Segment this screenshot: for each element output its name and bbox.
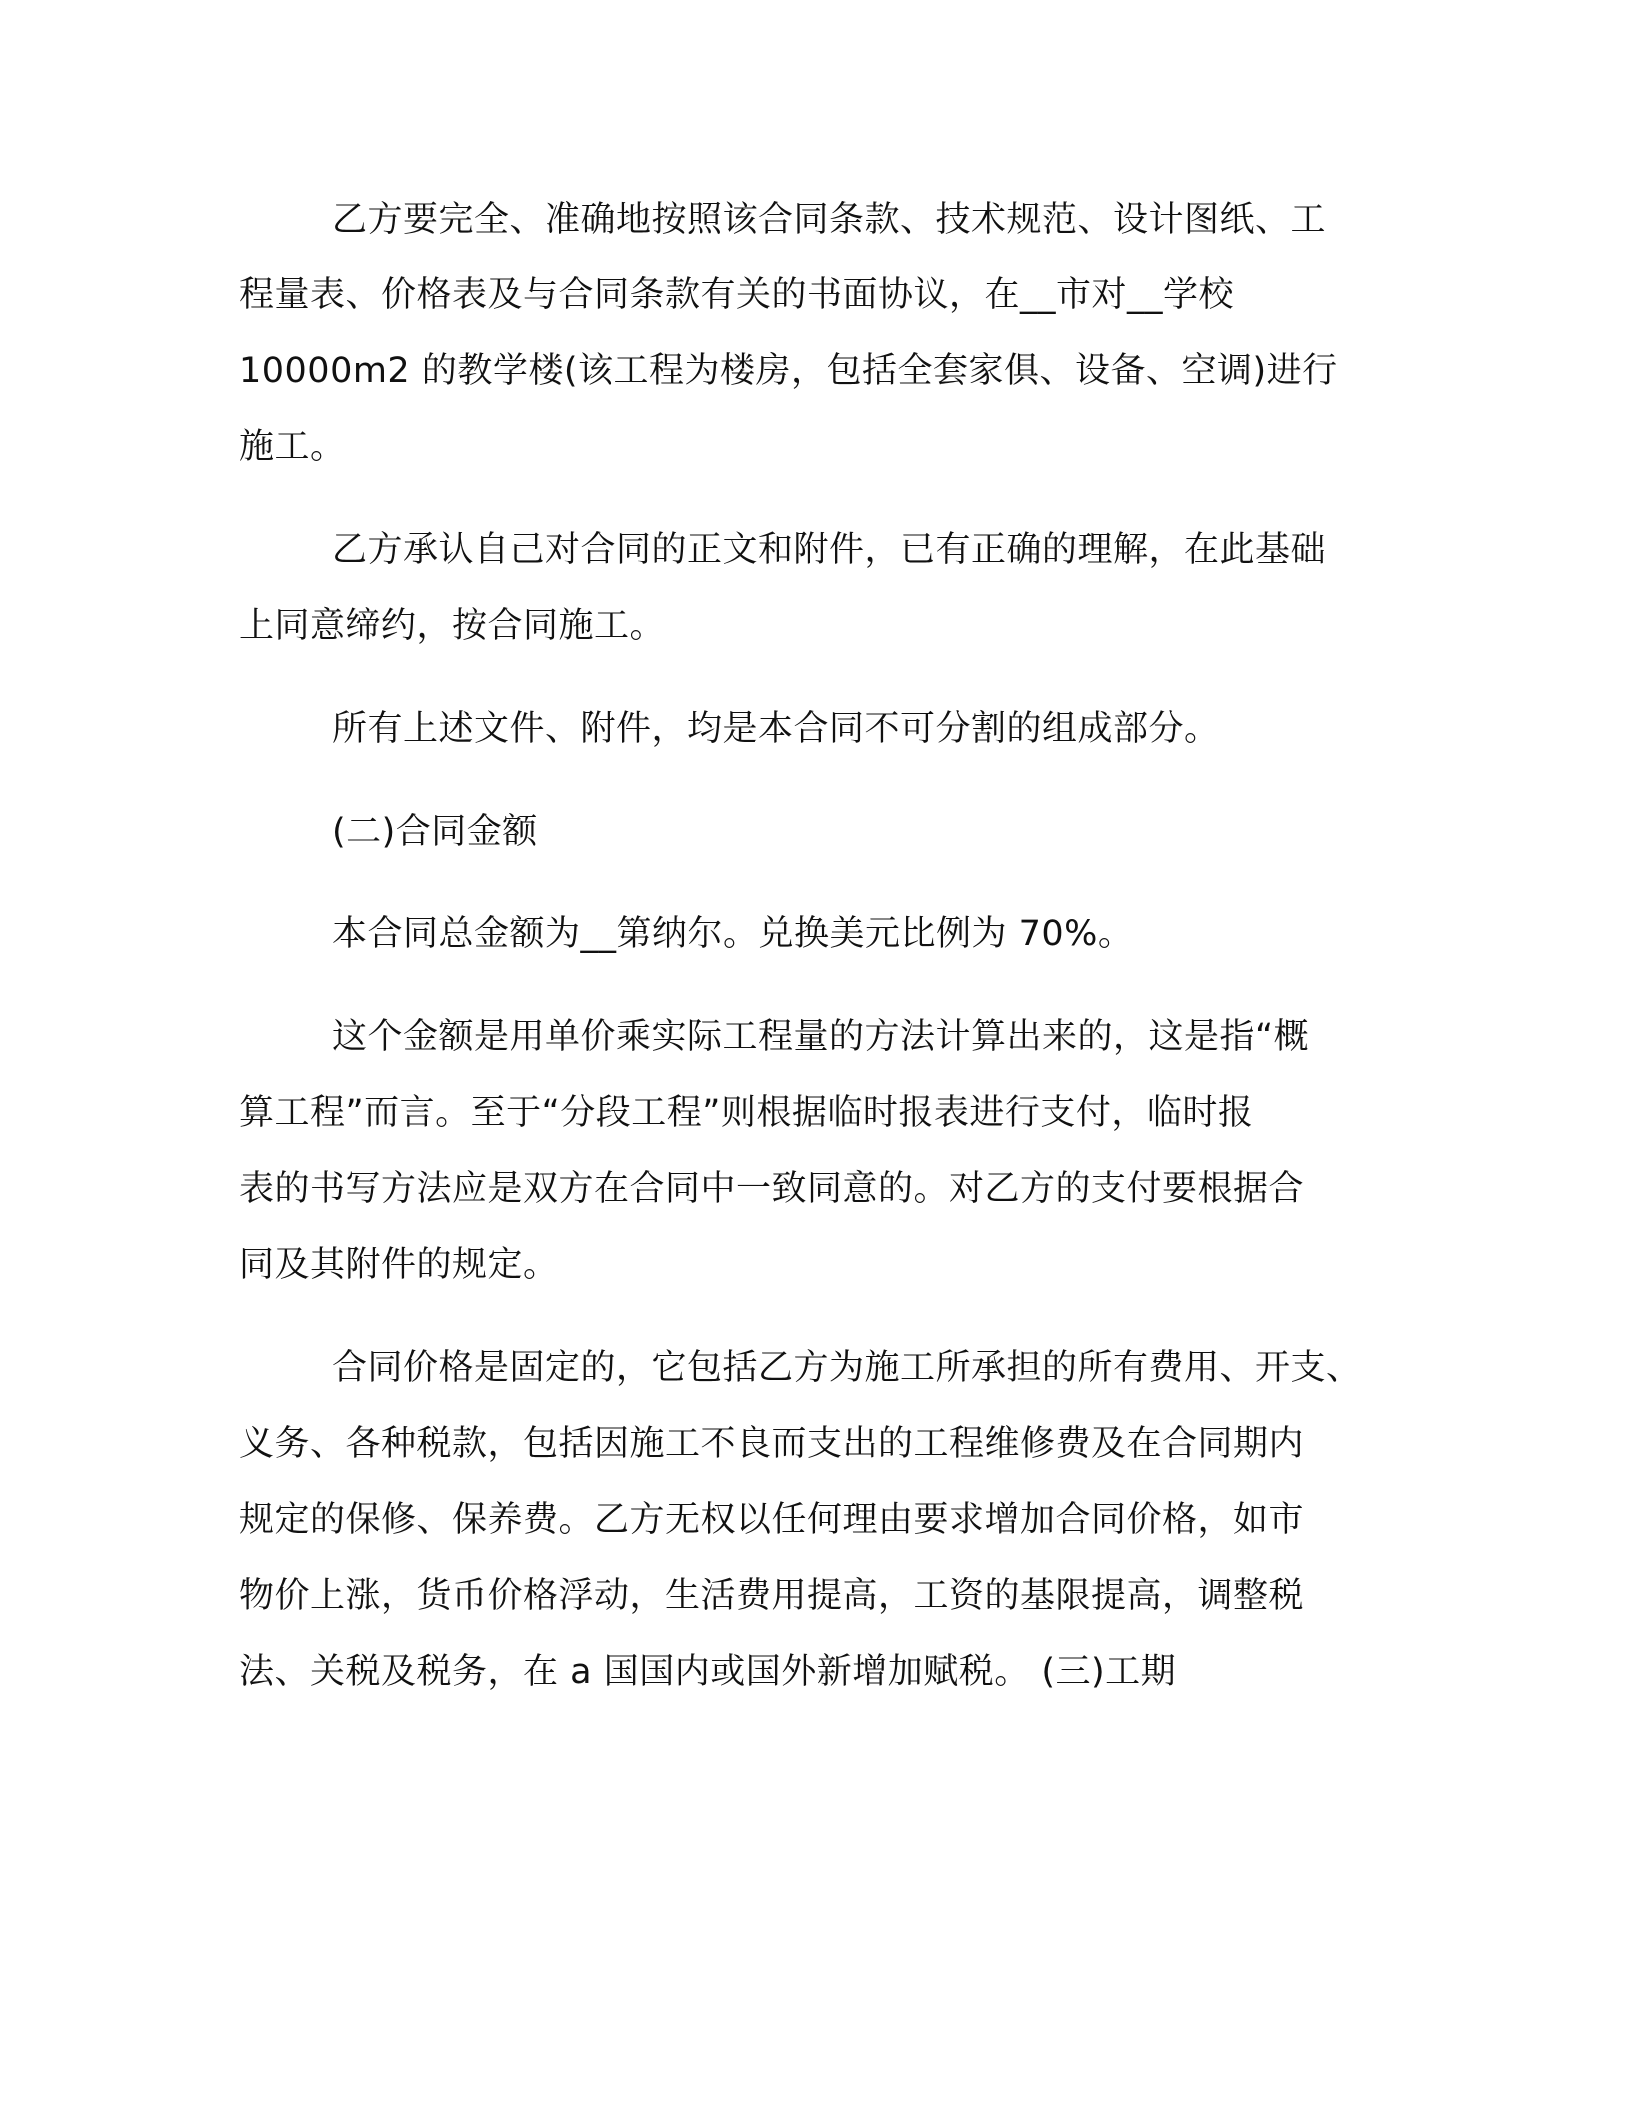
text-line: 算工程”而言。至于“分段工程”则根据临时报表进行支付，临时报: [239, 1093, 1254, 1133]
text-line: 施工。: [239, 427, 346, 467]
text-line: 义务、各种税款，包括因施工不良而支出的工程维修费及在合同期内: [239, 1424, 1305, 1464]
text-line: 法、关税及税务，在 a 国国内或国外新增加赋税。 (三)工期: [239, 1652, 1177, 1692]
text-line: 规定的保修、保养费。乙方无权以任何理由要求增加合同价格，如市: [239, 1500, 1305, 1540]
text-line: 乙方承认自己对合同的正文和附件，已有正确的理解，在此基础: [332, 530, 1327, 570]
section-heading: (二)合同金额: [332, 812, 538, 852]
text-line: 这个金额是用单价乘实际工程量的方法计算出来的，这是指“概: [332, 1017, 1310, 1057]
text-line: 合同价格是固定的，它包括乙方为施工所承担的所有费用、开支、: [332, 1348, 1362, 1388]
text-line: 物价上涨，货币价格浮动，生活费用提高，工资的基限提高，调整税: [239, 1576, 1305, 1616]
text-line: 乙方要完全、准确地按照该合同条款、技术规范、设计图纸、工: [332, 200, 1327, 240]
text-line: 上同意缔约，按合同施工。: [239, 606, 666, 646]
text-line: 程量表、价格表及与合同条款有关的书面协议，在__市对__学校: [239, 275, 1235, 315]
text-line: 同及其附件的规定。: [239, 1245, 559, 1285]
text-line: 本合同总金额为__第纳尔。兑换美元比例为 70%。: [332, 914, 1134, 954]
text-line: 10000m2 的教学楼(该工程为楼房，包括全套家俱、设备、空调)进行: [239, 351, 1338, 391]
text-line: 所有上述文件、附件，均是本合同不可分割的组成部分。: [332, 709, 1220, 749]
text-line: 表的书写方法应是双方在合同中一致同意的。对乙方的支付要根据合: [239, 1169, 1305, 1209]
